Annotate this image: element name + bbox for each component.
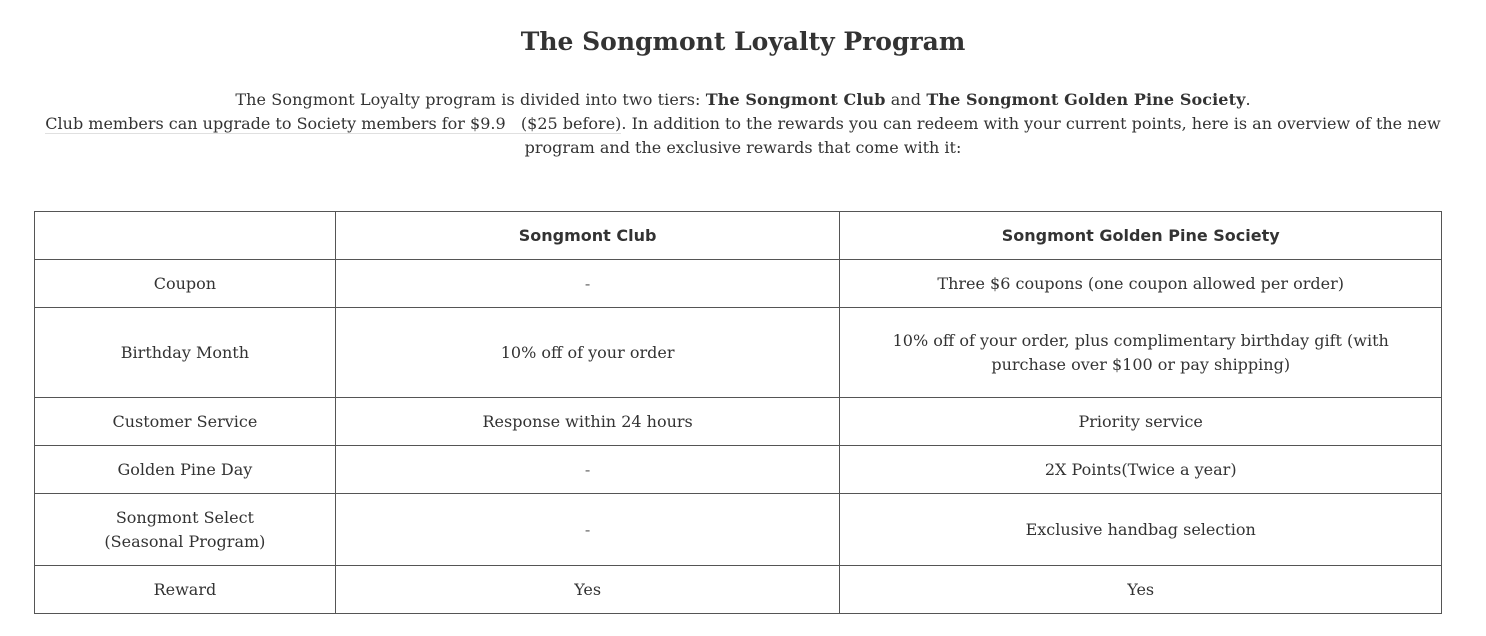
table-header-row (35, 212, 1442, 260)
intro-line-2 (38, 112, 1448, 160)
header-golden-pine-society: Songmont Golden Pine Society (840, 212, 1442, 260)
society-birthday-month: 10% off of your order, plus complimentary birthday gift (with purchase over $100 or pay shipping) (840, 308, 1442, 398)
club-birthday-month: 10% off of your order (335, 308, 840, 398)
table-row (35, 494, 1442, 566)
row-label-golden-pine-day: Golden Pine Day (35, 446, 336, 494)
society-golden-pine-day: 2X Points(Twice a year) (840, 446, 1442, 494)
society-customer-service: Priority service (840, 398, 1442, 446)
table-row (35, 446, 1442, 494)
intro-and: and (885, 90, 927, 109)
page-title: The Songmont Loyalty Program (520, 27, 966, 56)
header-blank (35, 212, 336, 260)
header-songmont-club: Songmont Club (335, 212, 840, 260)
intro-paragraph (0, 88, 1486, 160)
table-row (35, 260, 1442, 308)
table-row (35, 566, 1442, 614)
intro-line-1 (0, 88, 1486, 112)
club-reward: Yes (335, 566, 840, 614)
tier-club-name: The Songmont Club (705, 90, 886, 109)
club-golden-pine-day: - (335, 446, 840, 494)
society-coupon: Three $6 coupons (one coupon allowed per order) (840, 260, 1442, 308)
songmont-select-label: Songmont Select (115, 507, 254, 527)
row-label-reward: Reward (35, 566, 336, 614)
row-label-birthday-month: Birthday Month (35, 308, 336, 398)
society-reward: Yes (840, 566, 1442, 614)
loyalty-comparison-table (34, 211, 1442, 614)
seasonal-program-label: (Seasonal Program) (104, 531, 266, 551)
table-row (35, 398, 1442, 446)
society-songmont-select: Exclusive handbag selection (840, 494, 1442, 566)
intro-prefix: The Songmont Loyalty program is divided into two tiers: (235, 90, 706, 109)
upgrade-price-text: Club members can upgrade to Society members for $9.9 ($25 before) (45, 114, 622, 133)
intro-overview-text: . In addition to the rewards you can redeem with your current points, here is an overview of the new program and the exclusive rewards that come with it: (524, 114, 1441, 157)
club-songmont-select: - (335, 494, 840, 566)
club-customer-service: Response within 24 hours (335, 398, 840, 446)
club-coupon: - (335, 260, 840, 308)
table-row (35, 308, 1442, 398)
row-label-customer-service: Customer Service (35, 398, 336, 446)
intro-suffix: . (1245, 90, 1251, 109)
tier-society-name: The Songmont Golden Pine Society (926, 90, 1246, 109)
row-label-songmont-select (35, 494, 336, 566)
row-label-coupon: Coupon (35, 260, 336, 308)
